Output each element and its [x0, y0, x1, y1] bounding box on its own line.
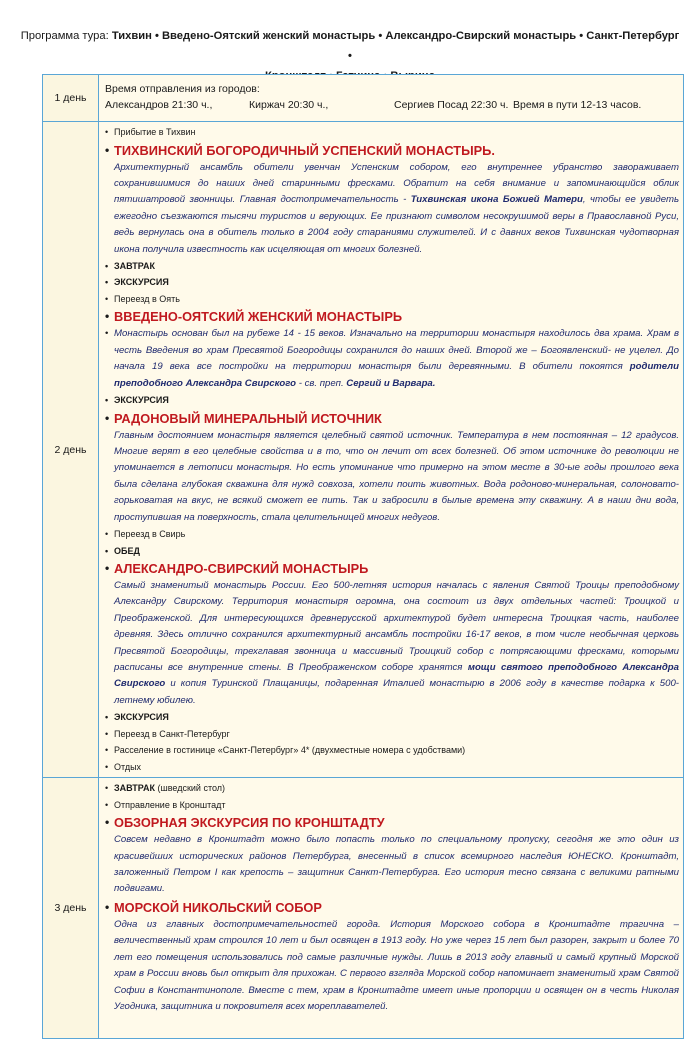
city-sergiev-posad: Сергиев Посад 22:30 ч.: [394, 99, 509, 111]
transfer-oyat: • Переезд в Оять: [105, 291, 679, 308]
departure-cities: [105, 97, 679, 113]
day2-content: [99, 122, 684, 778]
breakfast-item: • ЗАВТРАК: [105, 258, 679, 275]
tikhvin-monastery-heading: • ТИХВИНСКИЙ БОГОРОДИЧНЫЙ УСПЕНСКИЙ МОНАСТЫРЬ.: [105, 141, 679, 160]
excursion-item: • ЭКСКУРСИЯ: [105, 392, 679, 409]
naval-cathedral-heading: • МОРСКОЙ НИКОЛЬСКИЙ СОБОР: [105, 898, 679, 917]
day1-label: 1 день: [43, 75, 99, 122]
tour-stops-line1: Тихвин • Введено-Оятский женский монастырь • Александро-Свирский монастырь • Санкт-Петербург •: [111, 30, 680, 62]
travel-time: Время в пути 12-13 часов.: [513, 99, 642, 111]
hotel-item: • Расселение в гостинице «Санкт-Петербург» 4* (двухместные номера с удобствами): [105, 742, 679, 759]
day1-row: [43, 75, 684, 122]
radon-description: Главным достоянием монастыря является целебный святой источник. Температура в нем постоянная – 12 градусов. Многие верят в его целебные свойства и в то, что он лечит от всех болезней. Об этом источнике до революции не упоминается в летописи монастыря. Но есть упоминание что примерно на этом месте в 30-ые годы прошлого века была сделана глубокая скважина для нужд совхоза, хотели поить животных. Вода родоново-минеральная, солоновато-горьковатая на вкус, не всякий сможет ее пить. Так и забросили в былые времена эту скважину. А в наши дни вода, проступившая на поверхность, стала целительницей многих недугов.: [114, 429, 679, 523]
kronshtadt-tour-heading: • ОБЗОРНАЯ ЭКСКУРСИЯ ПО КРОНШТАДТУ: [105, 813, 679, 832]
day2-row: [43, 122, 684, 778]
transfer-svir: • Переезд в Свирь: [105, 526, 679, 543]
excursion-item: • ЭКСКУРСИЯ: [105, 274, 679, 291]
lunch-item: • ОБЕД: [105, 543, 679, 560]
breakfast-buffet-item: • ЗАВТРАК (шведский стол): [105, 780, 679, 797]
svirsky-monastery-heading: • АЛЕКСАНДРО-СВИРСКИЙ МОНАСТЫРЬ: [105, 559, 679, 578]
day3-content: [99, 778, 684, 1039]
departure-label: Время отправления из городов:: [105, 83, 260, 95]
city-aleksandrov: Александров 21:30 ч.,: [105, 99, 213, 111]
naval-cathedral-description: Одна из главных достопримечательностей города. История Морского собора в Кронштадте трагична – величественный храм строился 10 лет и был освящен в 1913 году. Но уже через 15 лет был разорен, закрыт и более 70 лет его помещения использовались под самые различные нужды. Лишь в 2013 году главный и самый крупный Морской храм в России вновь был открыт для прихожан. С первого взгляда Морской собор напоминает знаменитый храм Святой Софии в Константинополе. Вместе с тем, храм в Кронштадте имеет иные пропорции и освящен он в честь Николая Угодника, защитника и покровителя всех мореплавателей.: [114, 918, 679, 1012]
radon-spring-heading: • РАДОНОВЫЙ МИНЕРАЛЬНЫЙ ИСТОЧНИК: [105, 409, 679, 428]
day3-label: 3 день: [43, 778, 99, 1039]
transfer-spb: • Переезд в Санкт-Петербург: [105, 726, 679, 743]
tour-header-prefix: Программа тура:: [20, 30, 112, 42]
vvedeno-monastery-heading: • ВВЕДЕНО-ОЯТСКИЙ ЖЕНСКИЙ МОНАСТЫРЬ: [105, 307, 679, 326]
day1-content: [99, 75, 684, 122]
departure-kronshtadt: • Отправление в Кронштадт: [105, 797, 679, 814]
tikhvin-description: Архитектурный ансамбль обители увенчан Успенским собором, его внутреннее убранство завораживает сохранившимися до наших дней старинными фресками. Обратит на себя внимание и запоминающийся облик пятишатровой звонницы. Главная достопримечательность - Тихвинская икона Божией Матери, чтобы ее увидеть ежегодно съезжаются тысячи туристов и верующих. Ее признают символом несокрушимой веры в Православной Руси, ведь вернулась она в обитель только в 2004 году стараниями служителей. И с давних веков Тихвинская чудотворная икона получила известность как исцеляющая от многих болезней.: [114, 161, 679, 255]
kronshtadt-description: Совсем недавно в Кронштадт можно было попасть только по специальному пропуску, сегодня же это один из красивейших исторических районов Петербурга, внесенный в список всемирного наследия ЮНЕСКО. Кронштадт, заложенный Петром I как крепость – защитник Санкт-Петербурга. Его история тесно связана с великими ратными подвигами.: [114, 834, 679, 895]
city-kirzhach: Киржач 20:30 ч.,: [249, 99, 329, 111]
rest-item: • Отдых: [105, 759, 679, 776]
day2-label: 2 день: [43, 122, 99, 778]
excursion-item: • ЭКСКУРСИЯ: [105, 709, 679, 726]
arrival-tikhvin: • Прибытие в Тихвин: [105, 124, 679, 141]
svirsky-description: Самый знаменитый монастырь России. Его 500-летняя история началась с явления Святой Троицы преподобному Александру Свирскому. Территория монастыря огромна, она состоит из двух отдельных частей: Троицкой и Преображенской. Для интересующихся древнерусской архитектурой будет интересна Троицкая часть, наиболее древняя. Здесь отлично сохранился архитектурный ансамбль постройки 16-17 веков, в том числе необычная церковь Пресвятой Богородицы, трехглавая звонница и массивный Троицкий собор с потрясающими фресками, которыми расписаны все внутренние стены. В Преображенском соборе хранятся мощи святого преподобного Александра Свирского и копия Туринской Плащаницы, подаренная Италией монастырю в 2006 году в качестве подарка к 500-летнему юбилею.: [114, 580, 679, 706]
day3-row: [43, 778, 684, 1039]
program-table: [42, 74, 684, 1039]
vvedeno-description: • Монастырь основан был на рубеже 14 - 15 веков. Изначально на территории монастыря находилось два храма. Храм в честь Введения во храм Пресвятой Богородицы сохранился до наших дней. Второй же – Богоявленский- не уцелел. До начала 19 века все постройки на территории монастыря были деревянными. В обители покоятся родители преподобного Александра Свирского - св. преп. Сергий и Варвара.: [105, 326, 679, 392]
